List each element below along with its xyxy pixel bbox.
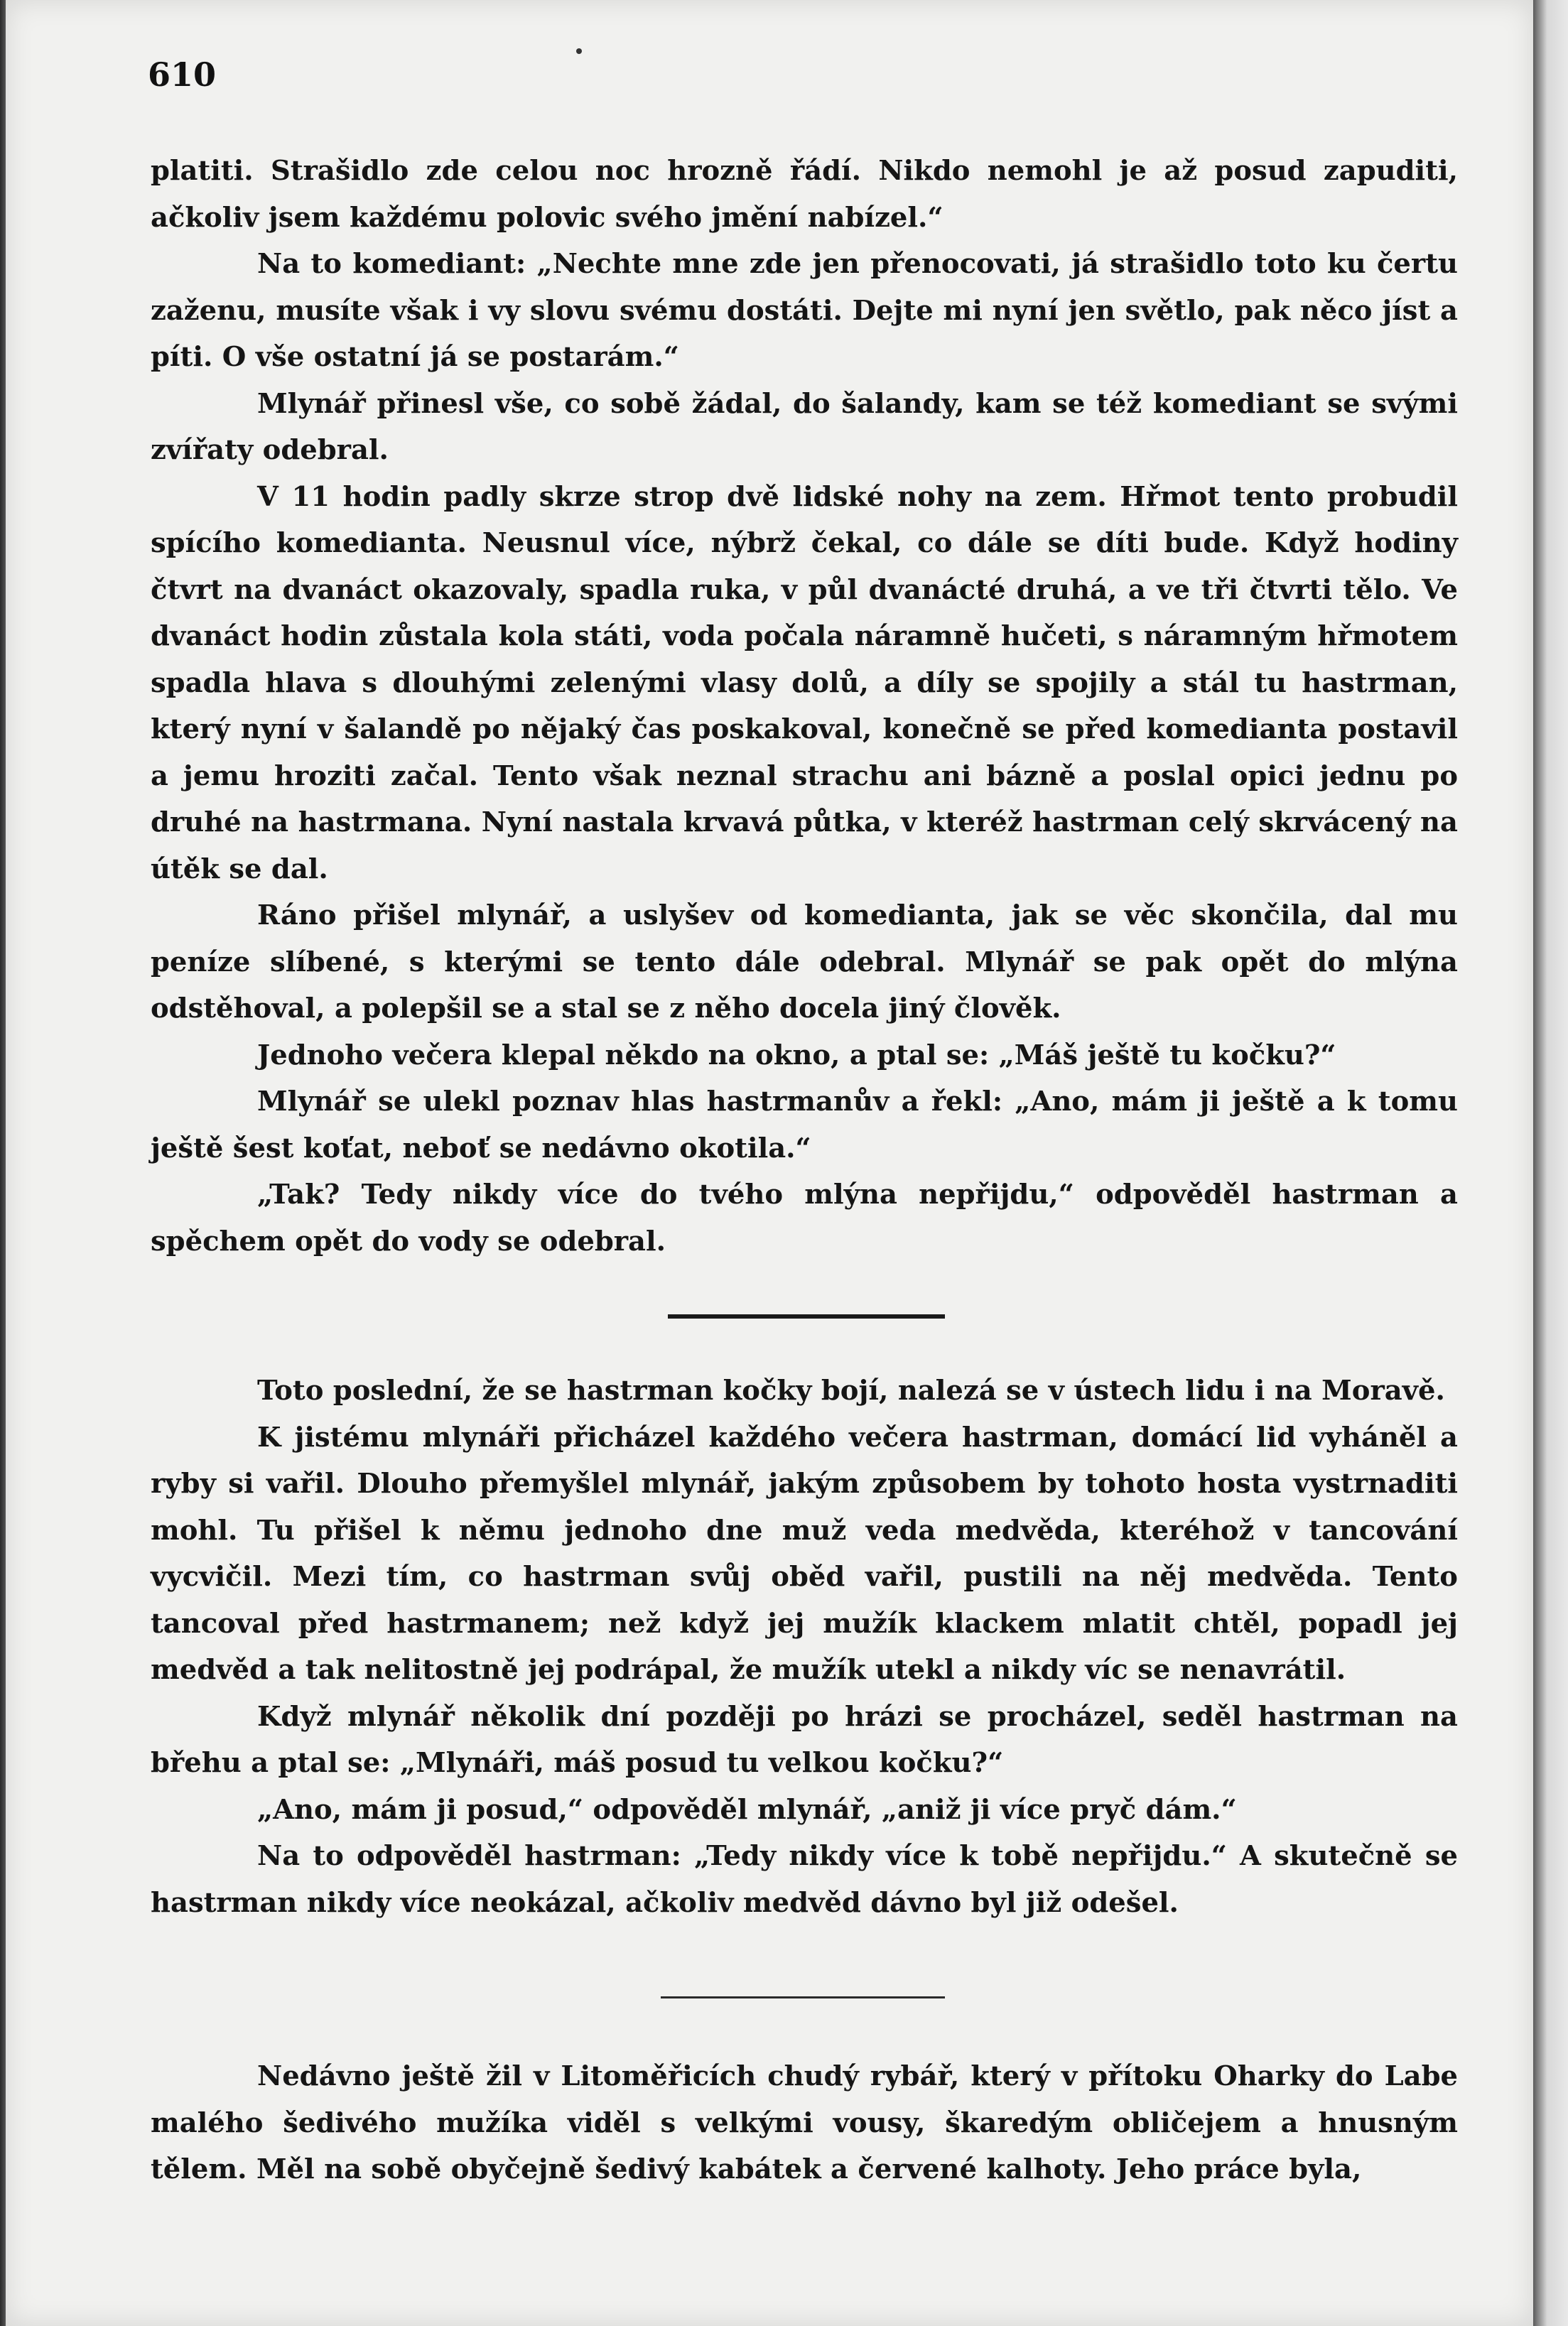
story-section-3 [151,2053,1458,2193]
scan-right-edge [1533,0,1568,2326]
page-number: 610 [148,55,217,94]
paragraph: V 11 hodin padly skrze strop dvě lidské nohy na zem. Hřmot tento probudil spícího komedianta. Neusnul více, nýbrž čekal, co dále se díti bude. Když hodiny čtvrt na dvanáct okazovaly, spadla ruka, v půl dvanácté druhá, a ve tři čtvrti tělo. Ve dvanáct hodin zůstala kola státi, voda počala náramně hučeti, s náramným hřmotem spadla hlava s dlouhými zelenými vlasy dolů, a díly se spojily a stál tu hastrman, který nyní v šalandě po nějaký čas poskakoval, konečně se před komedianta postavil a jemu hroziti začal. Tento však neznal strachu ani bázně a poslal opici jednu po druhé na hastrmana. Nyní nastala krvavá půtka, v kteréž hastrman celý skrvácený na útěk se dal. [151,480,1458,885]
paragraph: Mlynář přinesl vše, co sobě žádal, do šalandy, kam se též komediant se svými zvířaty odebral. [151,387,1458,466]
paragraph: platiti. Strašidlo zde celou noc hrozně řádí. Nikdo nemohl je až posud zapuditi, ačkoliv jsem každému polovic svého jmění nabízel.“ [151,155,1458,234]
paragraph: Na to odpověděl hastrman: „Tedy nikdy více k tobě nepřijdu.“ A skutečně se hastrman nikdy více neokázal, ačkoliv medvěd dávno byl již odešel. [151,1840,1458,1919]
paragraph: K jistému mlynáři přicházel každého večera hastrman, domácí lid vyháněl a ryby si vařil. Dlouho přemyšlel mlynář, jakým způsobem by tohoto hosta vystrnaditi mohl. Tu přišel k němu jednoho dne muž veda medvěda, kteréhož v tancování vycvičil. Mezi tím, co hastrman svůj oběd vařil, pustili na něj medvěda. Tento tancoval před hastrmanem; než když jej mužík klackem mlatit chtěl, popadl jej medvěd a tak nelitostně jej podrápal, že mužík utekl a nikdy víc se nenavrátil. [151,1421,1458,1686]
paragraph: Nedávno ještě žil v Litoměřicích chudý rybář, který v přítoku Oharky do Labe malého šedivého mužíka viděl s velkými vousy, škaredým obličejem a hnusným tělem. Měl na sobě obyčejně šedivý kabátek a červené kalhoty. Jeho práce byla, [151,2060,1458,2185]
section-divider [661,1996,945,1998]
paragraph: Toto poslední, že se hastrman kočky bojí, nalezá se v ústech lidu i na Moravě. [257,1375,1445,1407]
paragraph: „Tak? Tedy nikdy více do tvého mlýna nepřijdu,“ odpověděl hastrman a spěchem opět do vody se odebral. [151,1179,1458,1257]
story-section-1 [151,148,1458,1265]
paragraph: „Ano, mám ji posud,“ odpověděl mlynář, „aniž ji více pryč dám.“ [257,1793,1237,1826]
paragraph: Mlynář se ulekl poznav hlas hastrmanův a řekl: „Ano, mám ji ještě a k tomu ještě šest koťat, neboť se nedávno okotila.“ [151,1086,1458,1164]
scan-speck [576,48,582,54]
story-section-2 [151,1368,1458,1926]
paragraph: Když mlynář několik dní později po hrázi se procházel, seděl hastrman na břehu a ptal se: „Mlynáři, máš posud tu velkou kočku?“ [151,1700,1458,1779]
paragraph: Na to komediant: „Nechte mne zde jen přenocovati, já strašidlo toto ku čertu zaženu, musíte však i vy slovu svému dostáti. Dejte mi nyní jen světlo, pak něco jíst a píti. O vše ostatní já se postarám.“ [151,248,1458,373]
paragraph: Jednoho večera klepal někdo na okno, a ptal se: „Máš ještě tu kočku?“ [257,1039,1336,1071]
section-divider [668,1314,945,1319]
paragraph: Ráno přišel mlynář, a uslyšev od komedianta, jak se věc skončila, dal mu peníze slíbené, s kterými se tento dále odebral. Mlynář se pak opět do mlýna odstěhoval, a polepšil se a stal se z něho docela jiný člověk. [151,899,1458,1024]
